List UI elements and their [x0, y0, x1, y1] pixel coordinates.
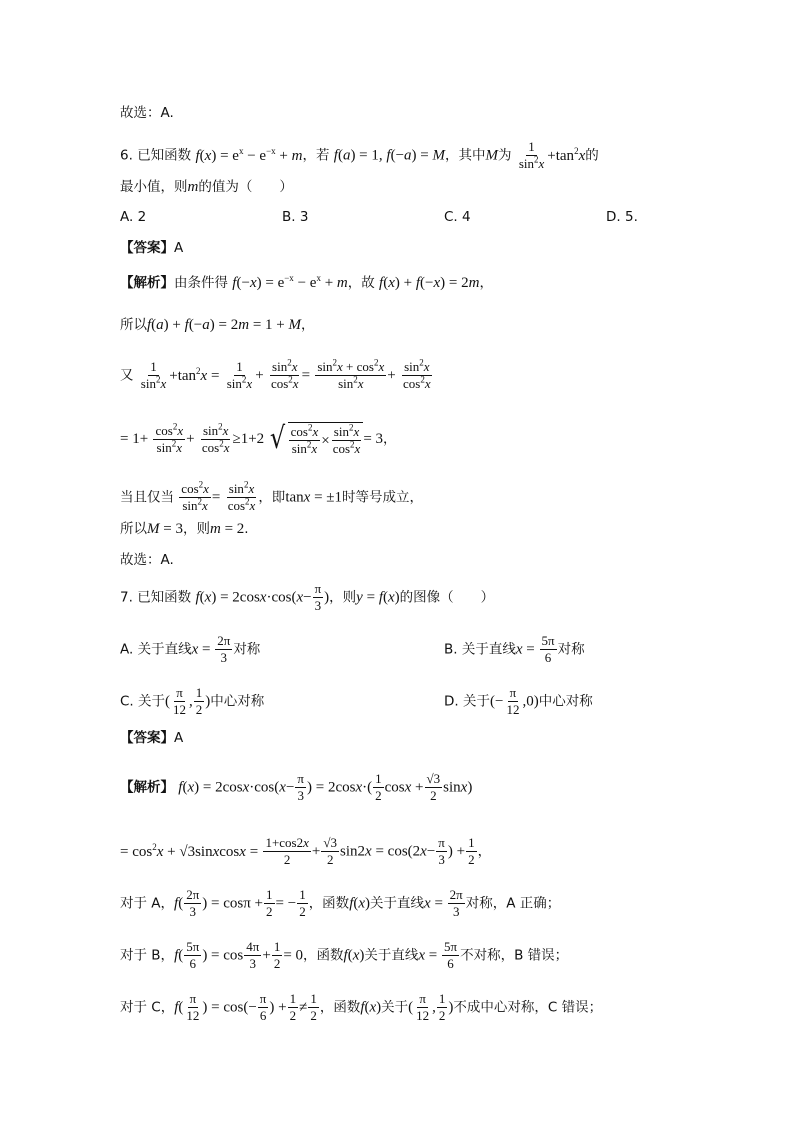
q6-option-c: C. 4 — [444, 209, 471, 225]
q7-option-c: C. 关于( $\frac{\pi}{12}$ , $\frac{1}{2}$ )中心对称 — [120, 685, 265, 717]
q6-analysis-line5: 当且仅当 $\frac{\cos^2x}{\sin^2x}$ = $\frac{\sin^2x}{\cos^2x}$ ，即tanx = ±1时等号成立， — [120, 479, 424, 513]
previous-conclusion: 故选：A. — [120, 105, 174, 121]
q7-analysis-line1: 【解析】 f(x) = 2cosx·cos(x− $\frac{\pi}{3}$ ) = 2cosx·( $\frac{1}{2}$ cosx + $\frac{√3}{2}$ sinx) — [120, 771, 473, 803]
q6-analysis-line1: 【解析】由条件得 $f(-x) = e^{-x} - e^x + m$，故 f(x) + f(−x) = 2m， — [120, 273, 493, 291]
q7-check-a: 对于 A，f( $\frac{2\pi}{3}$ ) = cosπ + $\frac{1}{2}$ = − $\frac{1}{2}$ ，函数f(x)关于直线x = $\frac{2\pi}{3}$ 对称，A 正确； — [120, 887, 561, 919]
q7-answer: 【答案】A — [120, 730, 184, 746]
q6-answer: 【答案】A — [120, 240, 184, 256]
q6-option-d: D. 5. — [606, 209, 638, 225]
q7-check-b: 对于 B，f( $\frac{5\pi}{6}$ ) = cos $\frac{4\pi}{3}$ + $\frac{1}{2}$ = 0，函数f(x)关于直线x = $\frac{5\pi}{6}$ 不对称，B 错误； — [120, 939, 569, 971]
q7-stem: 7. 已知函数 f(x) = 2cosx·cos(x− $\frac{\pi}{3}$ )，则y = f(x)的图像（ ） — [120, 581, 495, 613]
q7-check-c: 对于 C，f( $\frac{\pi}{12}$ ) = cos(− $\frac{\pi}{6}$ ) + $\frac{1}{2}$ ≠ $\frac{1}{2}$ ，函数f(x)关于( $\frac{\pi}{12}$ , $\frac{1}{2}$ )不成中心对称，C 错误； — [120, 991, 603, 1023]
q6-analysis-line2: 所以f(a) + f(−a) = 2m = 1 + M， — [120, 317, 315, 333]
q6-stem-line1: 6. 已知函数 $f(x) = e^x - e^{-x} + m$，若 f(a) = 1, f(−a) = M，其中M为 $\frac{1}{\sin^2x}$ $+\tan^2x$的 — [120, 139, 599, 171]
q6-conclusion: 故选：A. — [120, 552, 174, 568]
q7-option-b: B. 关于直线x = $\frac{5\pi}{6}$ 对称 — [444, 633, 585, 665]
q6-option-b: B. 3 — [282, 209, 309, 225]
q6-option-a: A. 2 — [120, 209, 147, 225]
q7-option-d: D. 关于(− $\frac{\pi}{12}$ ,0)中心对称 — [444, 685, 593, 717]
q6-analysis-line3: 又 $\frac{1}{\sin^2x}$ $+\tan^2x$ = $\frac{1}{\sin^2x}$ + $\frac{\sin^2x}{\cos^2x}$ = $\frac{\sin^2x + \cos^2x}{\sin^2x}$ + $\frac{\sin^2x}{\cos^2x}$ — [120, 357, 431, 391]
q7-option-a: A. 关于直线x = $\frac{2\pi}{3}$ 对称 — [120, 633, 261, 665]
q6-stem-line2: 最小值，则m的值为（ ） — [120, 179, 293, 195]
q6-analysis-line4: = 1+ $\frac{\cos^2x}{\sin^2x}$ + $\frac{\sin^2x}{\cos^2x}$ ≥1+2 √ $\frac{\cos^2x}{\sin^2x}$ × $\frac{\sin^2x}{\cos^2x}$ = 3， — [120, 421, 397, 456]
q6-analysis-line6: 所以M = 3，则m = 2. — [120, 521, 249, 537]
q7-analysis-line2: = $\cos^2x$ + √3sinxcosx = $\frac{1+\cos 2x}{2}$ + $\frac{√3}{2}$ sin2x = cos(2x− $\frac{\pi}{3}$ ) + $\frac{1}{2}$ ， — [120, 835, 492, 867]
